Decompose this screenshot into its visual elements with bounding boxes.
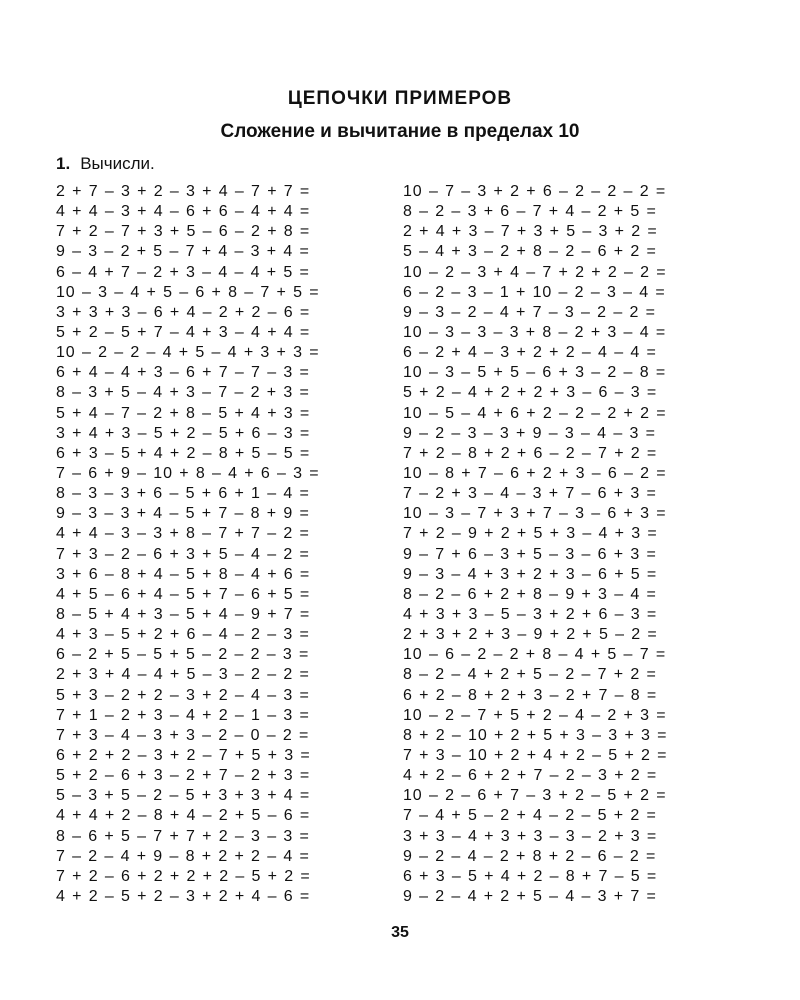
expression-row: 6 + 2 – 8 + 2 + 3 – 2 + 7 – 8 = [403, 686, 658, 704]
expression-row: 6 – 2 – 3 – 1 + 10 – 2 – 3 – 4 = [403, 283, 666, 301]
expression-row: 2 + 4 + 3 – 7 + 3 + 5 – 3 + 2 = [403, 223, 658, 241]
expression-row: 3 + 6 – 8 + 4 – 5 + 8 – 4 + 6 = [56, 565, 311, 583]
expression-row: 5 + 2 – 4 + 2 + 2 + 3 – 6 – 3 = [403, 384, 658, 402]
expression-row: 4 + 2 – 6 + 2 + 7 – 2 – 3 + 2 = [403, 767, 658, 785]
expression-row: 8 – 6 + 5 – 7 + 7 + 2 – 3 – 3 = [56, 827, 310, 845]
expression-row: 6 – 2 + 5 – 5 + 5 – 2 – 2 – 3 = [56, 646, 310, 664]
expression-row: 6 – 4 + 7 – 2 + 3 – 4 – 4 + 5 = [56, 263, 310, 281]
expression-row: 4 + 4 – 3 + 4 – 6 + 6 – 4 + 4 = [56, 203, 311, 221]
expression-row: 7 + 2 – 6 + 2 + 2 + 2 – 5 + 2 = [56, 867, 311, 885]
expression-row: 5 + 4 – 7 – 2 + 8 – 5 + 4 + 3 = [56, 404, 311, 422]
expression-row: 9 – 3 – 2 + 5 – 7 + 4 – 3 + 4 = [56, 243, 310, 261]
expression-row: 7 + 3 – 4 – 3 + 3 – 2 – 0 – 2 = [56, 726, 310, 744]
expression-row: 8 – 3 + 5 – 4 + 3 – 7 – 2 + 3 = [56, 384, 310, 402]
expression-row: 8 – 3 – 3 + 6 – 5 + 6 + 1 – 4 = [56, 485, 310, 503]
expression-row: 6 + 3 – 5 + 4 + 2 – 8 + 5 – 5 = [56, 444, 311, 462]
expression-row: 9 – 2 – 4 – 2 + 8 + 2 – 6 – 2 = [403, 847, 657, 865]
expression-row: 7 – 2 + 3 – 4 – 3 + 7 – 6 + 3 = [403, 485, 657, 503]
expression-row: 8 + 2 – 10 + 2 + 5 + 3 – 3 + 3 = [403, 726, 668, 744]
expression-row: 10 – 2 – 2 – 4 + 5 – 4 + 3 + 3 = [56, 344, 320, 362]
expression-row: 10 – 3 – 4 + 5 – 6 + 8 – 7 + 5 = [56, 283, 320, 301]
expression-row: 6 + 3 – 5 + 4 + 2 – 8 + 7 – 5 = [403, 867, 658, 885]
expression-row: 5 – 3 + 5 – 2 – 5 + 3 + 3 + 4 = [56, 787, 311, 805]
expression-row: 7 + 2 – 7 + 3 + 5 – 6 – 2 + 8 = [56, 223, 311, 241]
expression-row: 10 – 3 – 7 + 3 + 7 – 3 – 6 + 3 = [403, 505, 667, 523]
expression-row: 2 + 7 – 3 + 2 – 3 + 4 – 7 + 7 = [56, 183, 311, 200]
expression-row: 9 – 7 + 6 – 3 + 5 – 3 – 6 + 3 = [403, 545, 657, 563]
expression-row: 5 + 2 – 5 + 7 – 4 + 3 – 4 + 4 = [56, 323, 311, 341]
expression-row: 4 + 3 – 5 + 2 + 6 – 4 – 2 – 3 = [56, 626, 310, 644]
expression-row: 3 + 3 – 4 + 3 + 3 – 3 – 2 + 3 = [403, 827, 658, 845]
expression-row: 10 – 2 – 3 + 4 – 7 + 2 + 2 – 2 = [403, 263, 667, 281]
expression-row: 5 – 4 + 3 – 2 + 8 – 2 – 6 + 2 = [403, 243, 657, 261]
expression-row: 4 + 4 – 3 – 3 + 8 – 7 + 7 – 2 = [56, 525, 310, 543]
expression-row: 10 – 5 – 4 + 6 + 2 – 2 – 2 + 2 = [403, 404, 667, 422]
page-number: 35 [391, 924, 409, 941]
expression-row: 10 – 3 – 5 + 5 – 6 + 3 – 2 – 8 = [403, 364, 667, 382]
expression-row: 7 + 2 – 9 + 2 + 5 + 3 – 4 + 3 = [403, 525, 658, 543]
expression-row: 9 – 3 – 4 + 3 + 2 + 3 – 6 + 5 = [403, 565, 658, 583]
expression-row: 4 + 5 – 6 + 4 – 5 + 7 – 6 + 5 = [56, 585, 311, 603]
expression-row: 5 + 3 – 2 + 2 – 3 + 2 – 4 – 3 = [56, 686, 310, 704]
expression-row: 5 + 2 – 6 + 3 – 2 + 7 – 2 + 3 = [56, 767, 311, 785]
expression-row: 4 + 2 – 5 + 2 – 3 + 2 + 4 – 6 = [56, 887, 311, 905]
expression-row: 8 – 2 – 4 + 2 + 5 – 2 – 7 + 2 = [403, 666, 657, 684]
expression-row: 10 – 8 + 7 – 6 + 2 + 3 – 6 – 2 = [403, 464, 667, 482]
expression-row: 2 + 3 + 4 – 4 + 5 – 3 – 2 – 2 = [56, 666, 310, 684]
task-heading [56, 154, 155, 174]
expression-row: 6 + 2 + 2 – 3 + 2 – 7 + 5 + 3 = [56, 746, 311, 764]
expression-row: 9 – 2 – 3 – 3 + 9 – 3 – 4 – 3 = [403, 424, 656, 442]
expression-row: 9 – 2 – 4 + 2 + 5 – 4 – 3 + 7 = [403, 887, 657, 905]
expression-row: 10 – 2 – 6 + 7 – 3 + 2 – 5 + 2 = [403, 787, 667, 805]
page-title: ЦЕПОЧКИ ПРИМЕРОВ [287, 88, 513, 109]
expression-row: 7 – 2 – 4 + 9 – 8 + 2 + 2 – 4 = [56, 847, 310, 865]
expression-row: 8 – 2 – 6 + 2 + 8 – 9 + 3 – 4 = [403, 585, 657, 603]
expression-row: 10 – 3 – 3 – 3 + 8 – 2 + 3 – 4 = [403, 323, 667, 341]
expression-row: 9 – 3 – 2 – 4 + 7 – 3 – 2 – 2 = [403, 303, 656, 321]
page-subtitle: Сложение и вычитание в пределах 10 [220, 121, 580, 142]
task-number: 1. [56, 154, 71, 173]
expression-row: 4 + 4 + 2 – 8 + 4 – 2 + 5 – 6 = [56, 807, 311, 825]
expression-row: 4 + 3 + 3 – 5 – 3 + 2 + 6 – 3 = [403, 605, 658, 623]
expression-row: 2 + 3 + 2 + 3 – 9 + 2 + 5 – 2 = [403, 626, 658, 644]
task-instruction: Вычисли. [80, 154, 155, 173]
expression-row: 6 + 4 – 4 + 3 – 6 + 7 – 7 – 3 = [56, 364, 310, 382]
left-expression-column [56, 182, 320, 907]
expression-row: 3 + 3 + 3 – 6 + 4 – 2 + 2 – 6 = [56, 303, 311, 321]
expression-row: 6 – 2 + 4 – 3 + 2 + 2 – 4 – 4 = [403, 344, 657, 362]
right-expression-column [403, 182, 667, 907]
expression-row: 10 – 6 – 2 – 2 + 8 – 4 + 5 – 7 = [403, 646, 667, 664]
expression-row: 7 + 1 – 2 + 3 – 4 + 2 – 1 – 3 = [56, 706, 310, 724]
expression-row: 10 – 7 – 3 + 2 + 6 – 2 – 2 – 2 = [403, 183, 667, 200]
expression-row: 7 + 2 – 8 + 2 + 6 – 2 – 7 + 2 = [403, 444, 658, 462]
expression-row: 7 – 4 + 5 – 2 + 4 – 2 – 5 + 2 = [403, 807, 657, 825]
expression-row: 3 + 4 + 3 – 5 + 2 – 5 + 6 – 3 = [56, 424, 311, 442]
expression-row: 8 – 5 + 4 + 3 – 5 + 4 – 9 + 7 = [56, 605, 311, 623]
expression-row: 9 – 3 – 3 + 4 – 5 + 7 – 8 + 9 = [56, 505, 310, 523]
expression-row: 10 – 2 – 7 + 5 + 2 – 4 – 2 + 3 = [403, 706, 667, 724]
expression-row: 8 – 2 – 3 + 6 – 7 + 4 – 2 + 5 = [403, 203, 657, 221]
expression-row: 7 + 3 – 10 + 2 + 4 + 2 – 5 + 2 = [403, 746, 668, 764]
expression-row: 7 + 3 – 2 – 6 + 3 + 5 – 4 – 2 = [56, 545, 310, 563]
expression-row: 7 – 6 + 9 – 10 + 8 – 4 + 6 – 3 = [56, 464, 320, 482]
